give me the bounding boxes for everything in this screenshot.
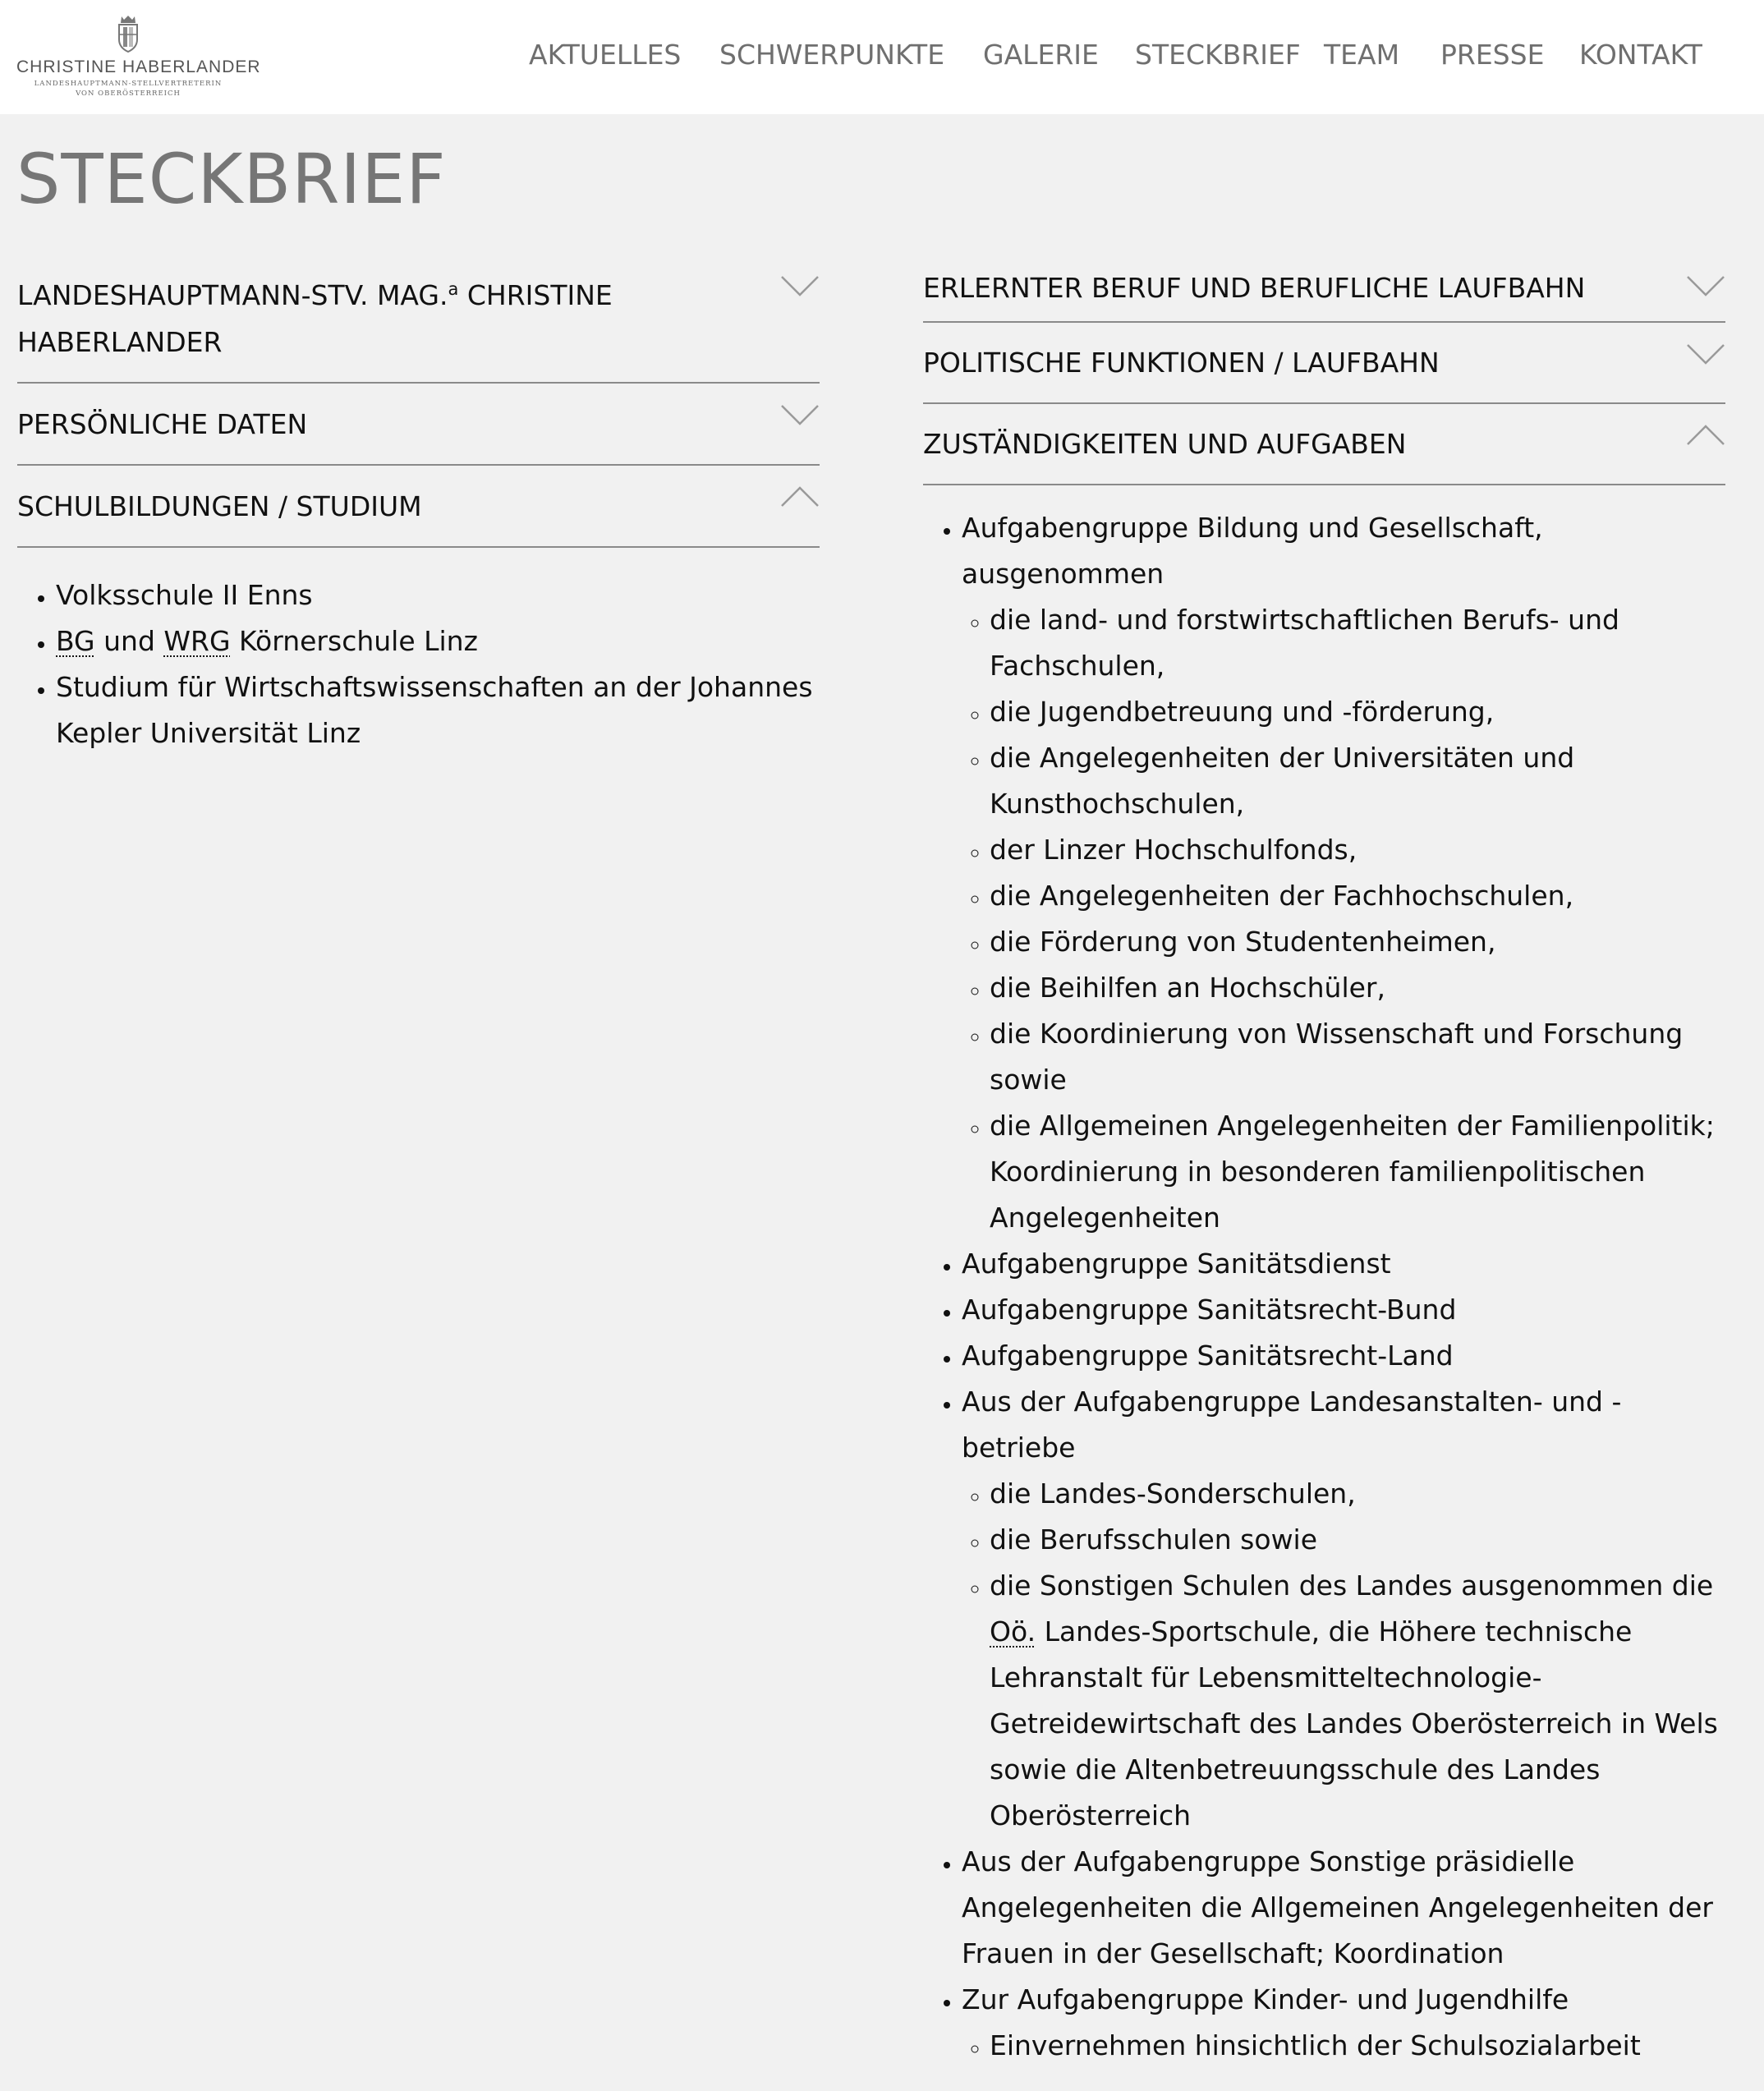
page-title: STECKBRIEF: [16, 139, 447, 219]
list-item: ◦ die Jugendbetreuung und -förderung,: [990, 689, 1725, 735]
list-item: ◦ Einvernehmen hinsichtlich der Schulsozialarbeit: [990, 2023, 1725, 2069]
brand-name: CHRISTINE HABERLANDER: [16, 57, 261, 76]
accordion-title-politics: POLITISCHE FUNKTIONEN / LAUFBAHN: [923, 347, 1440, 379]
list-item: ◦ die land- und forstwirtschaftlichen Berufs- und Fachschulen,: [990, 597, 1725, 689]
brand-subtitle-line1: LANDESHAUPTMANN-STELLVERTRETERIN: [34, 80, 223, 88]
name-title-superscript: a: [448, 279, 459, 299]
nav-team[interactable]: TEAM: [1324, 39, 1400, 71]
chevron-down-icon[interactable]: [780, 403, 820, 426]
list-item: • Aufgabengruppe Sanitätsrecht-Land: [962, 1333, 1725, 1379]
brand-subtitle-line2: VON OBERÖSTERREICH: [76, 90, 181, 98]
education-content: [17, 548, 820, 756]
list-item-text: Zur Aufgabengruppe Kinder- und Jugendhilfe: [962, 1983, 1569, 2015]
accordion-item-personal-data[interactable]: [17, 384, 820, 466]
abbr-wrg: WRG: [163, 625, 231, 657]
accordion-title-career: ERLERNTER BERUF UND BERUFLICHE LAUFBAHN: [923, 272, 1586, 304]
nav-galerie[interactable]: GALERIE: [983, 39, 1099, 71]
education-list: [17, 572, 820, 756]
list-item: • Studium für Wirtschaftswissenschaften an der Johannes Kepler Universität Linz: [56, 664, 820, 756]
list-item: ◦ die Koordinierung von Wissenschaft und Forschung sowie: [990, 1011, 1725, 1103]
duties-list: [923, 505, 1725, 2069]
accordion-left: [17, 255, 820, 756]
accordion-title-education: SCHULBILDUNGEN / STUDIUM: [17, 490, 422, 522]
duties-sublist: [962, 1471, 1725, 1839]
list-item-text: und: [94, 625, 164, 657]
list-item-text: Landes-Sportschule, die Höhere technische Lehranstalt für Lebensmitteltechnologie-Getreidewirtschaft des Landes Oberösterreich in Wels sowie die Altenbetreuungsschule des Landes Oberösterreich: [990, 1615, 1718, 1831]
nav-presse[interactable]: PRESSE: [1440, 39, 1545, 71]
list-item: ◦ die Förderung von Studentenheimen,: [990, 919, 1725, 965]
accordion-item-career[interactable]: [923, 255, 1725, 323]
list-item: • Aus der Aufgabengruppe Sonstige präsidielle Angelegenheiten die Allgemeinen Angelegenheiten der Frauen in der Gesellschaft; Koordination: [962, 1839, 1725, 1977]
list-item: ◦ die Berufsschulen sowie: [990, 1517, 1725, 1563]
list-item: [962, 1977, 1725, 2069]
list-item-text: Aufgabengruppe Bildung und Gesellschaft, ausgenommen: [962, 512, 1543, 590]
list-item: • Volksschule II Enns: [56, 572, 820, 618]
site-logo[interactable]: [16, 15, 261, 100]
chevron-up-icon[interactable]: [780, 485, 820, 508]
list-item: ◦ der Linzer Hochschulfonds,: [990, 827, 1725, 873]
accordion-item-duties[interactable]: [923, 404, 1725, 485]
site-header: [0, 0, 1764, 114]
list-item: ◦ die Landes-Sonderschulen,: [990, 1471, 1725, 1517]
list-item: [56, 618, 820, 664]
chevron-up-icon[interactable]: [1686, 424, 1725, 447]
chevron-down-icon[interactable]: [1686, 274, 1725, 297]
accordion-item-politics[interactable]: [923, 323, 1725, 404]
abbr-bg: BG: [56, 625, 95, 657]
list-item-text: die Sonstigen Schulen des Landes ausgenommen die: [990, 1569, 1714, 1602]
list-item: ◦ die Allgemeinen Angelegenheiten der Familienpolitik; Koordinierung in besonderen familienpolitischen Angelegenheiten: [990, 1103, 1725, 1241]
list-item: [990, 1563, 1725, 1839]
duties-sublist: [962, 597, 1725, 1241]
list-item: ◦ die Beihilfen an Hochschüler,: [990, 965, 1725, 1011]
list-item-text: Aus der Aufgabengruppe Landesanstalten- und -betriebe: [962, 1386, 1622, 1464]
list-item: ◦ die Angelegenheiten der Universitäten und Kunsthochschulen,: [990, 735, 1725, 827]
list-item-text: Körnerschule Linz: [230, 625, 478, 657]
chevron-down-icon[interactable]: [1686, 342, 1725, 365]
accordion-right: [923, 255, 1725, 2069]
chevron-down-icon[interactable]: [780, 274, 820, 297]
name-title-prefix: LANDESHAUPTMANN-STV. MAG.: [17, 279, 448, 311]
list-item: • Aufgabengruppe Sanitätsdienst: [962, 1241, 1725, 1287]
accordion-item-name[interactable]: [17, 255, 820, 384]
nav-kontakt[interactable]: KONTAKT: [1579, 39, 1702, 71]
list-item: ◦ die Angelegenheiten der Fachhochschulen,: [990, 873, 1725, 919]
nav-schwerpunkte[interactable]: SCHWERPUNKTE: [719, 39, 945, 71]
nav-steckbrief[interactable]: STECKBRIEF: [1135, 39, 1301, 71]
duties-content: [923, 485, 1725, 2069]
list-item: [962, 505, 1725, 1241]
list-item: [962, 1379, 1725, 1839]
abbr-ooe: Oö.: [990, 1615, 1036, 1648]
accordion-title-name: [17, 272, 746, 365]
accordion-title-personal-data: PERSÖNLICHE DATEN: [17, 408, 308, 440]
accordion-title-duties: ZUSTÄNDIGKEITEN UND AUFGABEN: [923, 428, 1407, 460]
name-title-suffix: CHRISTINE HABERLANDER: [17, 279, 613, 358]
accordion-item-education[interactable]: [17, 466, 820, 548]
duties-sublist: [962, 2023, 1725, 2069]
coat-of-arms-icon: [115, 15, 141, 53]
nav-aktuelles[interactable]: AKTUELLES: [529, 39, 682, 71]
list-item: • Aufgabengruppe Sanitätsrecht-Bund: [962, 1287, 1725, 1333]
